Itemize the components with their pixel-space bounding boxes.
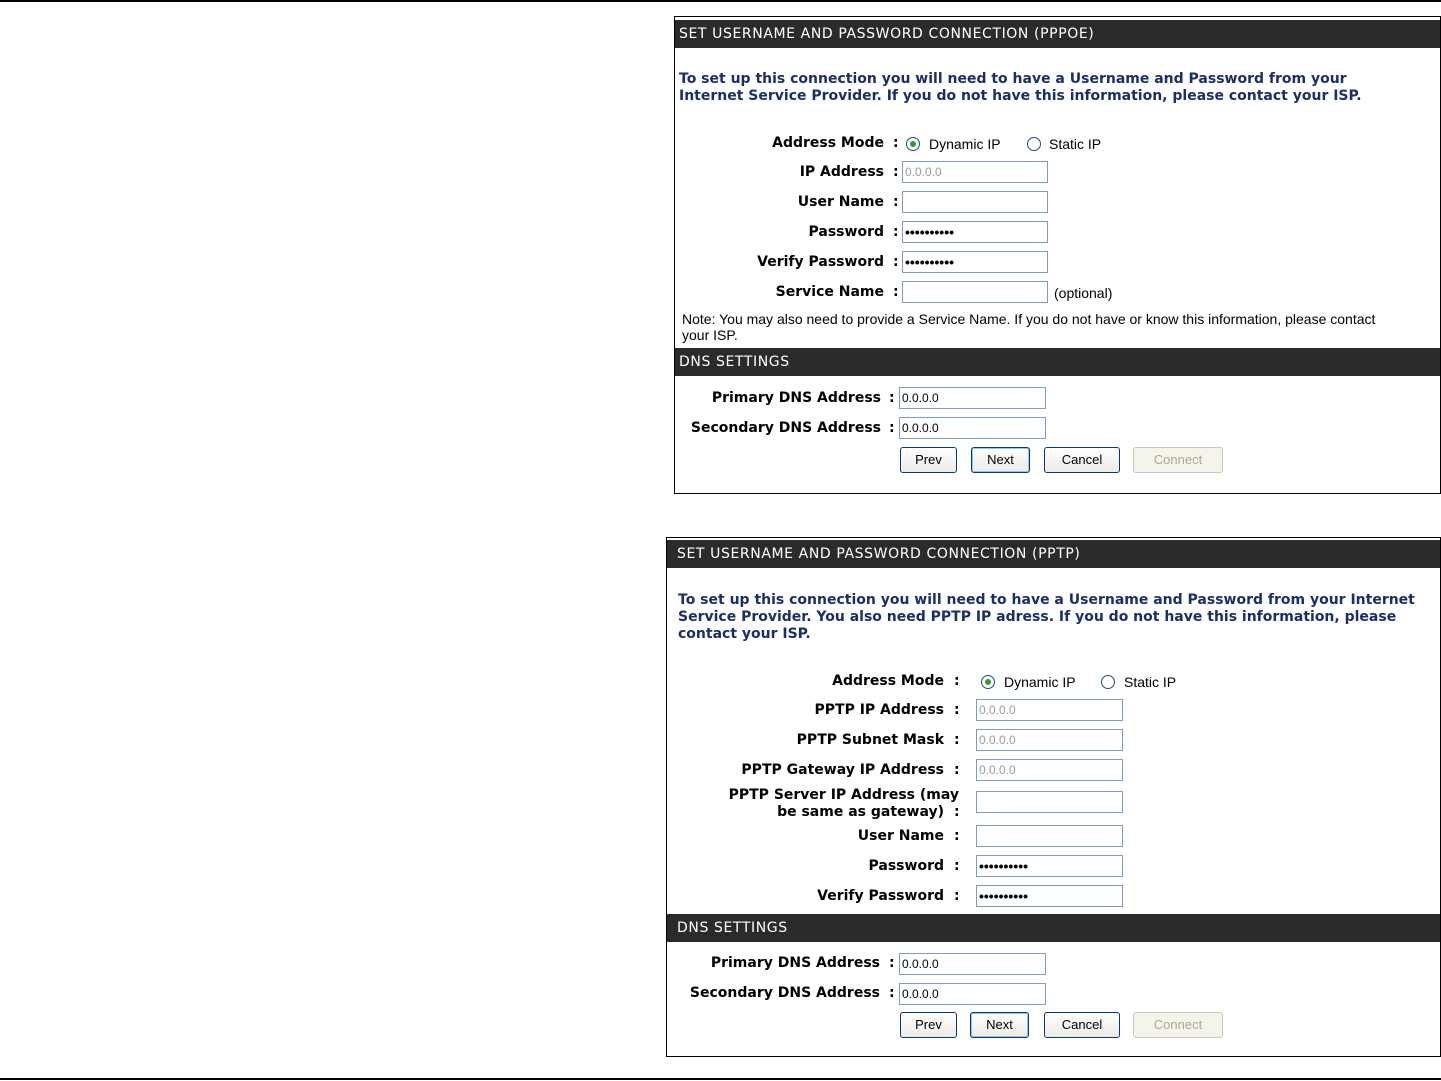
- ip-address-input[interactable]: 0.0.0.0: [902, 161, 1048, 183]
- dns-settings-title: DNS SETTINGS: [675, 348, 1440, 376]
- password-input[interactable]: ••••••••••: [976, 855, 1123, 877]
- static-ip-radio[interactable]: [1027, 137, 1041, 151]
- pptp-intro: To set up this connection you will need to have a Username and Password from your Internet Service Provider. You also need PPTP IP adress. If you do not have this information, please contact your ISP.: [678, 592, 1415, 642]
- colon: :: [954, 732, 960, 748]
- address-mode-label: Address Mode: [832, 673, 944, 689]
- colon: :: [954, 804, 960, 820]
- colon: :: [954, 888, 960, 904]
- verify-password-label: Verify Password: [757, 254, 884, 270]
- pptp-panel: [666, 537, 1441, 1057]
- colon: :: [893, 164, 899, 180]
- verify-password-label: Verify Password: [817, 888, 944, 904]
- colon: :: [889, 955, 895, 971]
- colon: :: [893, 284, 899, 300]
- pppoe-panel: [674, 16, 1441, 494]
- pptp-gateway-label: PPTP Gateway IP Address: [741, 762, 944, 778]
- secondary-dns-input[interactable]: 0.0.0.0: [899, 983, 1046, 1005]
- pppoe-title: SET USERNAME AND PASSWORD CONNECTION (PPPOE): [675, 20, 1440, 48]
- pptp-server-label-line2: be same as gateway): [777, 804, 944, 820]
- verify-password-input[interactable]: ••••••••••: [902, 251, 1048, 273]
- colon: :: [954, 828, 960, 844]
- address-mode-label: Address Mode: [772, 135, 884, 151]
- verify-password-input[interactable]: ••••••••••: [976, 885, 1123, 907]
- pptp-subnet-mask-input[interactable]: 0.0.0.0: [976, 729, 1123, 751]
- next-button[interactable]: Next: [971, 447, 1030, 473]
- optional-hint: (optional): [1054, 285, 1113, 301]
- secondary-dns-input[interactable]: 0.0.0.0: [899, 417, 1046, 439]
- user-name-input[interactable]: [976, 825, 1123, 847]
- secondary-dns-label: Secondary DNS Address: [690, 420, 881, 436]
- service-name-label: Service Name: [775, 284, 884, 300]
- user-name-label: User Name: [857, 828, 944, 844]
- colon: :: [889, 390, 895, 406]
- cancel-button[interactable]: Cancel: [1044, 447, 1120, 473]
- pptp-server-input[interactable]: [976, 791, 1123, 813]
- colon: :: [893, 135, 899, 151]
- prev-button[interactable]: Prev: [900, 447, 957, 473]
- dynamic-ip-radio[interactable]: [981, 675, 995, 689]
- secondary-dns-label: Secondary DNS Address: [689, 985, 880, 1001]
- primary-dns-label: Primary DNS Address: [710, 955, 880, 971]
- colon: :: [954, 858, 960, 874]
- primary-dns-input[interactable]: 0.0.0.0: [899, 953, 1046, 975]
- pptp-ip-address-label: PPTP IP Address: [814, 702, 944, 718]
- static-ip-label: Static IP: [1124, 674, 1177, 690]
- colon: :: [889, 985, 895, 1001]
- colon: :: [893, 254, 899, 270]
- service-name-input[interactable]: [902, 281, 1048, 303]
- prev-button[interactable]: Prev: [900, 1012, 957, 1038]
- colon: :: [954, 702, 960, 718]
- connect-button[interactable]: Connect: [1133, 1012, 1223, 1038]
- user-name-input[interactable]: [902, 191, 1048, 213]
- colon: :: [954, 762, 960, 778]
- primary-dns-label: Primary DNS Address: [711, 390, 881, 406]
- service-name-note: Note: You may also need to provide a Service Name. If you do not have or know this information, please contact your ISP.: [682, 311, 1376, 343]
- top-rule: [0, 0, 1441, 2]
- colon: :: [889, 420, 895, 436]
- pptp-server-label-line1: PPTP Server IP Address (may: [728, 787, 959, 803]
- static-ip-label: Static IP: [1049, 136, 1102, 152]
- primary-dns-input[interactable]: 0.0.0.0: [899, 387, 1046, 409]
- cancel-button[interactable]: Cancel: [1044, 1012, 1120, 1038]
- dns-settings-title: DNS SETTINGS: [667, 914, 1440, 942]
- dynamic-ip-radio[interactable]: [906, 137, 920, 151]
- password-label: Password: [808, 224, 884, 240]
- next-button[interactable]: Next: [970, 1012, 1029, 1038]
- pptp-subnet-mask-label: PPTP Subnet Mask: [796, 732, 944, 748]
- ip-address-label: IP Address: [799, 164, 884, 180]
- dynamic-ip-label: Dynamic IP: [929, 136, 1001, 152]
- bottom-rule: [0, 1078, 1441, 1080]
- colon: :: [893, 224, 899, 240]
- connect-button[interactable]: Connect: [1133, 447, 1223, 473]
- user-name-label: User Name: [797, 194, 884, 210]
- pppoe-intro: To set up this connection you will need to have a Username and Password from your Internet Service Provider. If you do not have this information, please contact your ISP.: [679, 71, 1362, 104]
- pptp-ip-address-input[interactable]: 0.0.0.0: [976, 699, 1123, 721]
- colon: :: [893, 194, 899, 210]
- pptp-gateway-input[interactable]: 0.0.0.0: [976, 759, 1123, 781]
- pptp-title: SET USERNAME AND PASSWORD CONNECTION (PPTP): [667, 540, 1440, 568]
- dynamic-ip-label: Dynamic IP: [1004, 674, 1076, 690]
- colon: :: [954, 673, 960, 689]
- password-input[interactable]: ••••••••••: [902, 221, 1048, 243]
- static-ip-radio[interactable]: [1101, 675, 1115, 689]
- password-label: Password: [868, 858, 944, 874]
